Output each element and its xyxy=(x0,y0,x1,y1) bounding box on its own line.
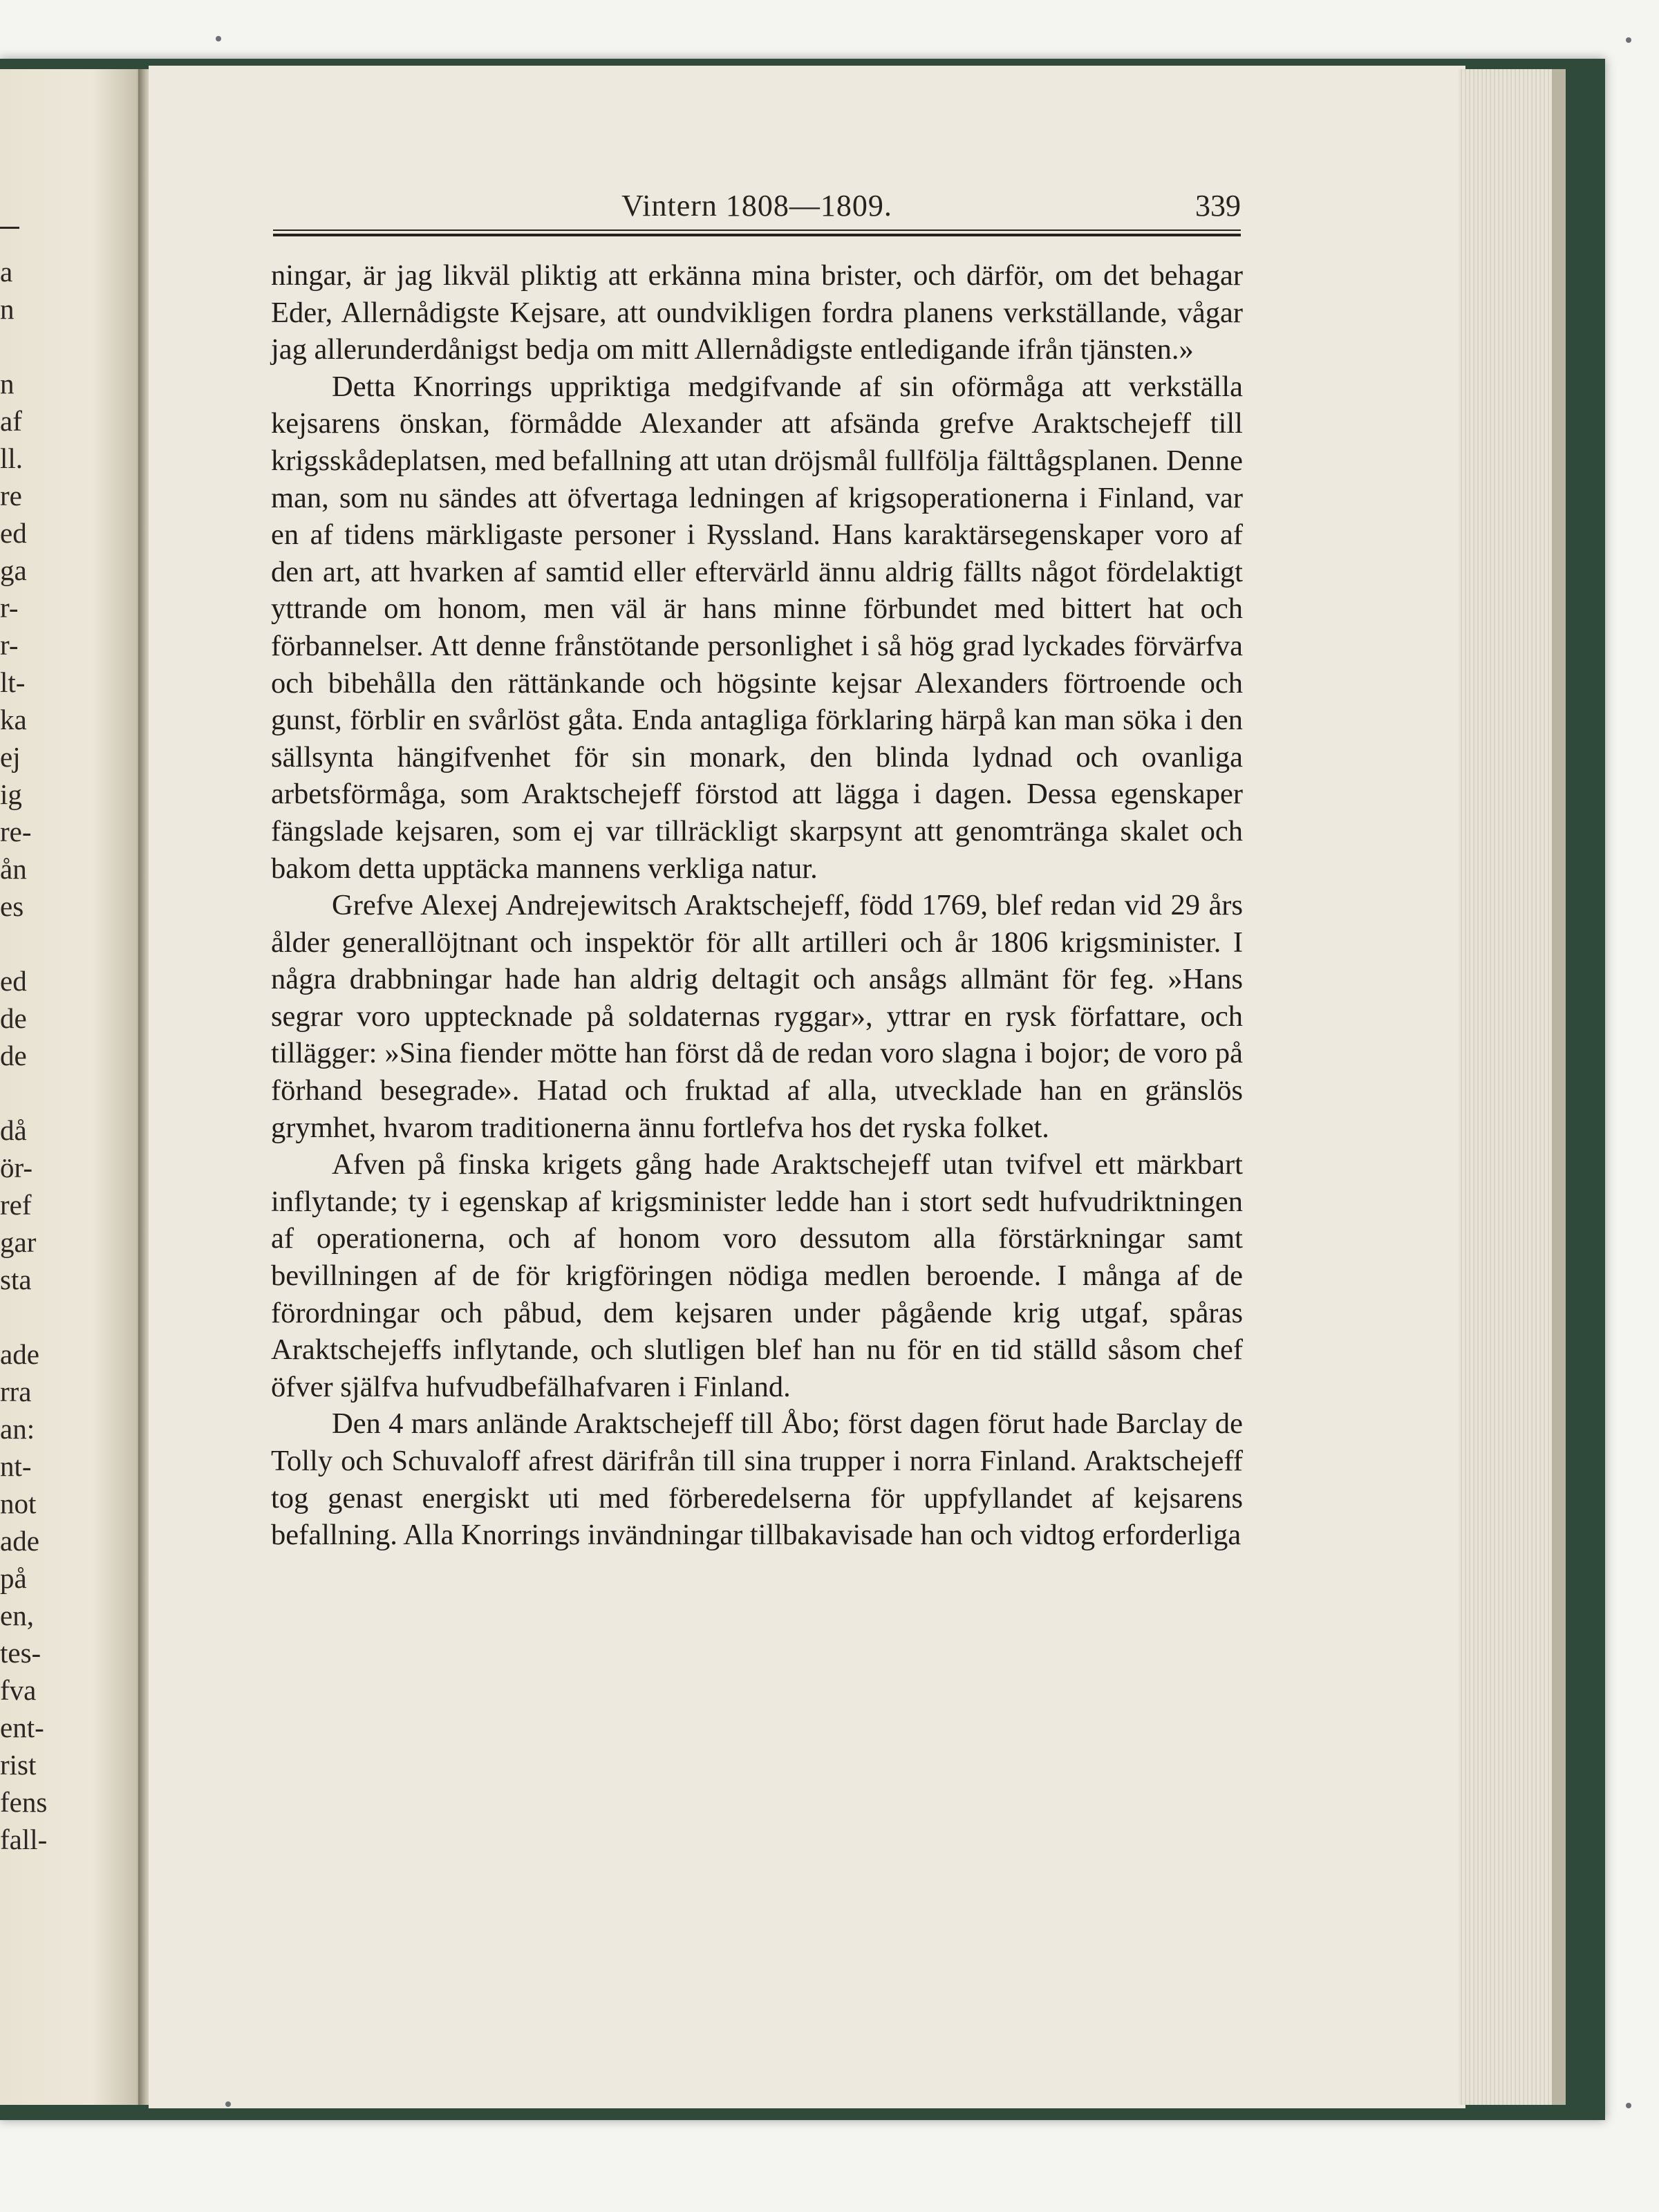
running-head: Vintern 1808—1809. xyxy=(621,189,892,223)
left-fragment: a xyxy=(0,256,13,288)
paragraph: Afven på finska krigets gång hade Araktschejeff utan tvifvel ett märkbart inflytande; ty i egenskap af krigsminister ledde han i stort sedt hufvudriktningen af operationerna, och af honom voro dessutom alla förstärkningar samt bevillningen af de för krigföringen nödiga medlen beroende. I många af de förordningar och påbud, dem kejsaren under pågående krig utgaf, spåras Araktschejeffs inflytande, och slutligen blef han nu för en tid ställd såsom chef öfver själfva hufvudbefälhafvaren i Finland. xyxy=(271,1148,1243,1403)
page-number: 339 xyxy=(1195,189,1241,223)
left-fragment: re- xyxy=(0,816,32,847)
left-page xyxy=(0,69,142,2105)
page-edges xyxy=(1459,69,1562,2105)
left-fragment: fva xyxy=(0,1674,37,1706)
left-fragment: ade xyxy=(0,1338,39,1370)
left-fragment: ig xyxy=(0,778,22,810)
body-text xyxy=(271,257,1243,1554)
left-fragment: då xyxy=(0,1114,27,1146)
left-fragment: ed xyxy=(0,965,27,997)
left-fragment: lt- xyxy=(0,666,26,698)
paragraph: Detta Knorrings uppriktiga medgifvande af sin oförmåga att verkställa kejsarens önskan, förmådde Alexander att afsända grefve Araktschejeff till krigsskådeplatsen, med befallning att utan dröjsmål fullfölja fälttågsplanen. Denne man, som nu sändes att öfvertaga ledningen af krigsoperationerna i Finland, var en af tidens märkligaste personer i Ryssland. Hans karaktärsegenskaper voro af den art, att hvarken af samtid eller eftervärld ännu aldrig fällts något fördelaktigt yttrande om honom, men väl är hans minne förbundet med bittert hat och förbannelser. Att denne frånstötande personlighet i så hög grad lyckades förvärfva och bibehålla den rättänkande och högsinte kejsar Alexanders förtroende och gunst, förblir en svårlöst gåta. Enda antagliga förklaring härpå kan man söka i den sällsynta hängifvenhet för sin monark, den blinda lydnad och ovanliga arbetsförmåga, som Araktschejeff förstod att lägga i dagen. Dessa egenskaper fängslade kejsaren, som ej var tillräckligt skarpsynt att genomtränga skalet och bakom detta upptäcka mannens verkliga natur. xyxy=(271,370,1243,885)
left-fragment: ej xyxy=(0,741,21,773)
page-header xyxy=(273,181,1241,229)
left-fragment: tes- xyxy=(0,1637,41,1669)
left-fragment: nt- xyxy=(0,1450,32,1482)
left-fragment: not xyxy=(0,1488,37,1519)
left-fragment: r- xyxy=(0,592,19,624)
left-fragment: ade xyxy=(0,1525,39,1557)
left-fragment: ga xyxy=(0,554,27,586)
left-fragment: af xyxy=(0,405,22,437)
left-page-header-rule xyxy=(0,227,19,229)
header-rule-thin xyxy=(273,229,1241,231)
left-fragment: på xyxy=(0,1562,27,1594)
left-fragment: r- xyxy=(0,629,19,661)
left-fragment: de xyxy=(0,1002,27,1034)
pin-marker xyxy=(1626,37,1631,43)
left-fragment: fens xyxy=(0,1786,48,1818)
left-fragment: n xyxy=(0,368,15,400)
left-fragment: ka xyxy=(0,704,27,735)
paragraph: Grefve Alexej Andrejewitsch Araktschejeff, född 1769, blef redan vid 29 års ålder generallöjtnant och inspektör för allt artilleri och år 1806 krigsminister. I några drabbningar hade han aldrig deltagit och ansågs allmänt för feg. »Hans segrar voro upptecknade på soldaternas ryggar», yttrar en rysk författare, och tillägger: »Sina fiender mötte han först då de redan voro slagna i bojor; de voro på förhand besegrade». Hatad och fruktad af alla, utvecklade han en gränslös grymhet, hvarom traditionerna ännu fortlefva hos det ryska folket. xyxy=(271,889,1243,1144)
left-fragment: rra xyxy=(0,1376,32,1407)
left-fragment: ån xyxy=(0,853,27,885)
left-fragment: gar xyxy=(0,1226,37,1258)
left-fragment: ent- xyxy=(0,1712,44,1743)
left-fragment: ör- xyxy=(0,1152,32,1183)
pin-marker xyxy=(225,2101,231,2107)
left-fragment: sta xyxy=(0,1264,32,1295)
pin-marker xyxy=(216,36,221,41)
left-fragment: ed xyxy=(0,517,27,549)
left-fragment: re xyxy=(0,480,22,512)
left-fragment: es xyxy=(0,890,24,922)
left-fragment: de xyxy=(0,1040,27,1071)
left-fragment: en, xyxy=(0,1600,34,1631)
pin-marker xyxy=(1626,2103,1631,2108)
left-fragment: ll. xyxy=(0,442,24,474)
page-edges-shadow xyxy=(1552,69,1566,2105)
header-rule-thick xyxy=(273,234,1241,236)
left-fragment: n xyxy=(0,293,15,325)
left-fragment: rist xyxy=(0,1749,37,1781)
left-fragment: an: xyxy=(0,1413,35,1445)
paragraph: ningar, är jag likväl pliktig att erkänna mina brister, och därför, om det behagar Eder, Allernådigste Kejsare, att oundvikligen fordra planens verkställande, vågar jag allerunderdånigst bedja om mitt Allernådigste entledigande ifrån tjänsten.» xyxy=(271,259,1243,366)
paragraph: Den 4 mars anlände Araktschejeff till Åbo; först dagen förut hade Barclay de Tolly och Schuvaloff afrest därifrån till sina trupper i norra Finland. Araktschejeff tog genast energiskt uti med förberedelserna för uppfyllandet af kejsarens befallning. Alla Knorrings invändningar tillbakavisade han och vidtog erforderliga xyxy=(271,1407,1243,1552)
left-fragment: ref xyxy=(0,1189,32,1221)
left-fragment: fall- xyxy=(0,1824,48,1855)
